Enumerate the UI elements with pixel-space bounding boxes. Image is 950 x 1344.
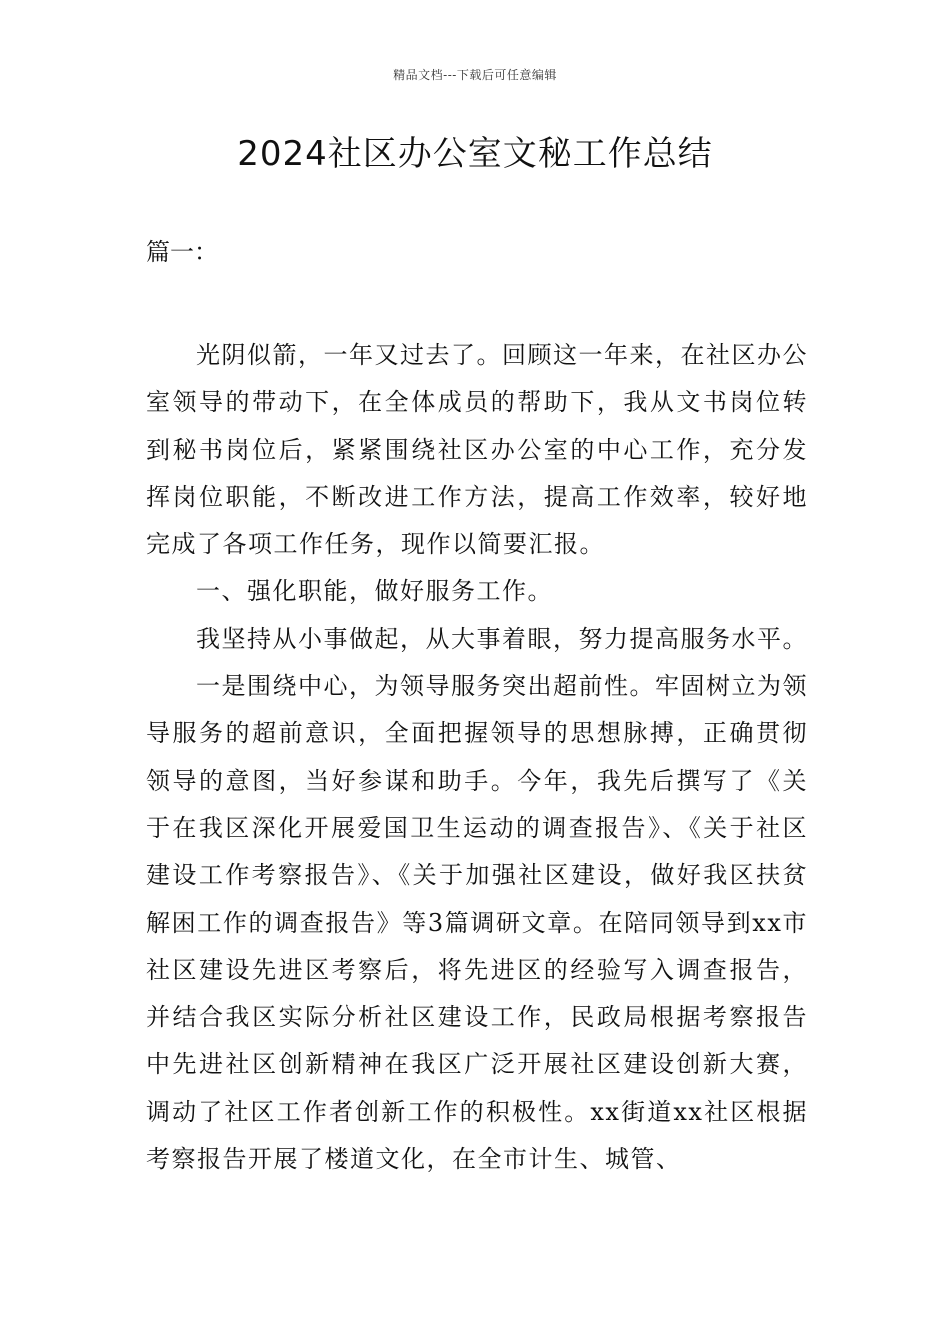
document-body (146, 332, 808, 1183)
paragraph: 一、强化职能，做好服务工作。 (196, 577, 553, 606)
paragraph: 我坚持从小事做起，从大事着眼，努力提高服务水平。 (196, 624, 808, 653)
paragraph: 一是围绕中心，为领导服务突出超前性。牢固树立为领导服务的超前意识，全面把握领导的思想脉搏，正确贯彻领导的意图，当好参谋和助手。今年，我先后撰写了《关于在我区深化开展爱国卫生运动的调查报告》、《关于社区建设工作考察报告》、《关于加强社区建设，做好我区扶贫解困工作的调查报告》等3篇调研文章。在陪同领导到xx市社区建设先进区考察后，将先进区的经验写入调查报告，并结合我区实际分析社区建设工作，民政局根据考察报告中先进社区创新精神在我区广泛开展社区建设创新大赛，调动了社区工作者创新工作的积极性。xx街道xx社区根据考察报告开展了楼道文化，在全市计生、城管、 (146, 672, 808, 1174)
document-title: 2024社区办公室文秘工作总结 (237, 134, 713, 174)
header-note: 精品文档---下载后可任意编辑 (393, 68, 557, 82)
paragraph: 光阴似箭，一年又过去了。回顾这一年来，在社区办公室领导的带动下，在全体成员的帮助下，我从文书岗位转到秘书岗位后，紧紧围绕社区办公室的中心工作，充分发挥岗位职能，不断改进工作方法，提高工作效率，较好地完成了各项工作任务，现作以简要汇报。 (146, 341, 808, 559)
section-label: 篇一： (146, 238, 218, 266)
